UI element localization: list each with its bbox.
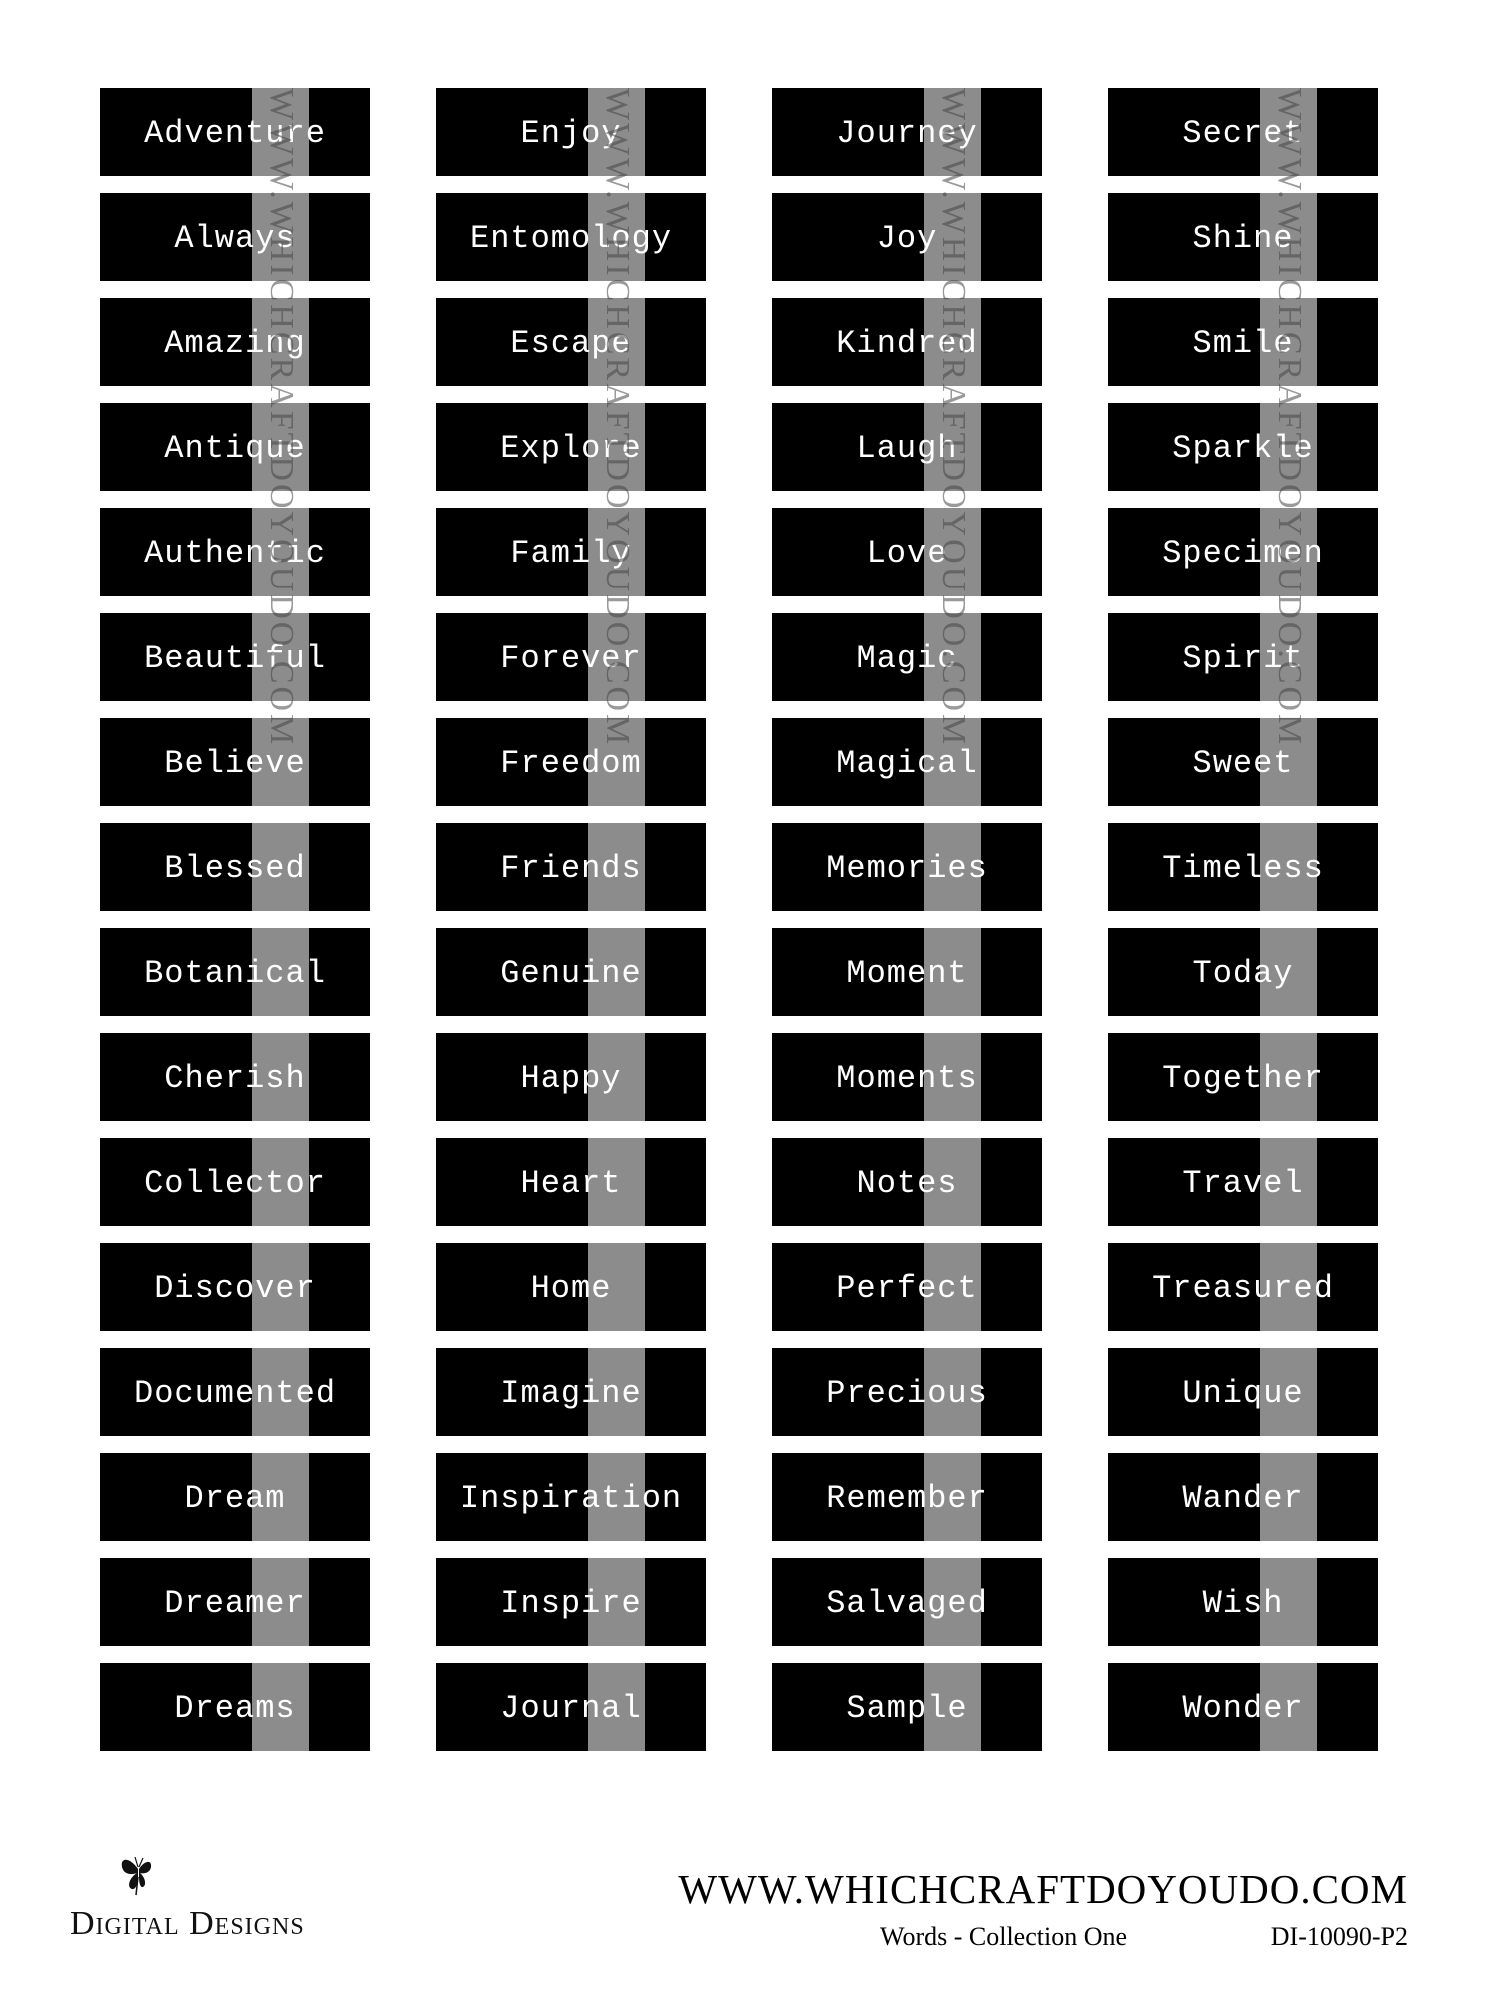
word-label-text: Treasured <box>1152 1269 1334 1307</box>
word-label <box>436 928 706 1016</box>
word-label-text: Authentic <box>144 534 326 572</box>
watermark-text: WWW.WHICHCRAFTDOYOUDO.COM <box>934 88 972 748</box>
word-label-text: Salvaged <box>826 1584 988 1622</box>
word-label-text: Moment <box>846 954 968 992</box>
word-label-text: Always <box>174 219 296 257</box>
word-label <box>1108 718 1378 806</box>
word-label-text: Family <box>510 534 632 572</box>
word-label-text: Joy <box>876 219 938 257</box>
word-label <box>1108 823 1378 911</box>
word-label-text: Cherish <box>164 1059 306 1097</box>
word-label <box>1108 1348 1378 1436</box>
word-label-text: Freedom <box>500 744 642 782</box>
word-label-text: Remember <box>826 1479 988 1517</box>
word-label-text: Smile <box>1192 324 1294 362</box>
word-label <box>436 193 706 281</box>
watermark-text: WWW.WHICHCRAFTDOYOUDO.COM <box>598 88 636 748</box>
word-label-text: Timeless <box>1162 849 1324 887</box>
word-label-text: Wonder <box>1182 1689 1304 1727</box>
word-label-text: Collector <box>144 1164 326 1202</box>
word-label <box>772 613 1042 701</box>
word-label-text: Home <box>530 1269 612 1307</box>
word-label <box>772 1243 1042 1331</box>
word-label-text: Inspire <box>500 1584 642 1622</box>
word-label <box>436 718 706 806</box>
word-label <box>1108 298 1378 386</box>
word-label-text: Antique <box>164 429 306 467</box>
word-label-text: Magic <box>856 639 958 677</box>
word-label-text: Discover <box>154 1269 316 1307</box>
word-label-text: Sample <box>846 1689 968 1727</box>
word-label-text: Explore <box>500 429 642 467</box>
word-label <box>100 1138 370 1226</box>
word-label <box>100 718 370 806</box>
word-label <box>436 1663 706 1751</box>
butterfly-icon <box>118 1855 158 1897</box>
word-label <box>1108 613 1378 701</box>
word-label-text: Escape <box>510 324 632 362</box>
word-label <box>1108 1033 1378 1121</box>
word-label <box>772 403 1042 491</box>
word-label-text: Magical <box>836 744 978 782</box>
word-label-text: Enjoy <box>520 114 622 152</box>
word-label <box>100 823 370 911</box>
word-label-text: Forever <box>500 639 642 677</box>
word-label-text: Imagine <box>500 1374 642 1412</box>
word-label <box>100 1453 370 1541</box>
word-label <box>436 508 706 596</box>
word-label <box>100 1663 370 1751</box>
word-label <box>436 88 706 176</box>
word-label <box>1108 1243 1378 1331</box>
word-label-text: Botanical <box>144 954 326 992</box>
word-label-text: Sweet <box>1192 744 1294 782</box>
word-label-text: Inspiration <box>459 1479 683 1517</box>
word-label <box>772 1033 1042 1121</box>
word-label-text: Perfect <box>836 1269 978 1307</box>
word-label <box>100 928 370 1016</box>
word-label <box>100 508 370 596</box>
word-label <box>100 88 370 176</box>
word-label-text: Spirit <box>1182 639 1304 677</box>
footer-product-code: DI-10090-P2 <box>1270 1922 1408 1951</box>
word-label <box>772 1663 1042 1751</box>
word-label-text: Dreamer <box>164 1584 306 1622</box>
word-label <box>1108 1138 1378 1226</box>
word-label <box>436 613 706 701</box>
word-label <box>436 298 706 386</box>
word-label-text: Precious <box>826 1374 988 1412</box>
word-label-text: Memories <box>826 849 988 887</box>
word-label-text: Sparkle <box>1172 429 1314 467</box>
word-label <box>100 403 370 491</box>
word-label <box>772 1558 1042 1646</box>
word-label <box>1108 88 1378 176</box>
word-label-text: Kindred <box>836 324 978 362</box>
word-label <box>1108 1558 1378 1646</box>
word-label-text: Dream <box>184 1479 286 1517</box>
word-label-text: Journey <box>836 114 978 152</box>
word-label <box>100 1033 370 1121</box>
word-label <box>772 88 1042 176</box>
word-label <box>772 823 1042 911</box>
word-label-text: Adventure <box>144 114 326 152</box>
word-label-text: Heart <box>520 1164 622 1202</box>
word-label <box>100 1243 370 1331</box>
brand-name: Digital Designs <box>70 1905 305 1942</box>
word-label-text: Wish <box>1202 1584 1284 1622</box>
word-label-text: Wander <box>1182 1479 1304 1517</box>
word-label-text: Secret <box>1182 114 1304 152</box>
word-label-text: Specimen <box>1162 534 1324 572</box>
word-label-text: Amazing <box>164 324 306 362</box>
word-label-text: Entomology <box>469 219 673 257</box>
word-label <box>436 823 706 911</box>
word-label <box>100 298 370 386</box>
word-label <box>436 1558 706 1646</box>
word-label-text: Shine <box>1192 219 1294 257</box>
watermark-text: WWW.WHICHCRAFTDOYOUDO.COM <box>262 88 300 748</box>
word-label-text: Unique <box>1182 1374 1304 1412</box>
word-label-text: Laugh <box>856 429 958 467</box>
word-label <box>1108 928 1378 1016</box>
word-label-text: Beautiful <box>144 639 326 677</box>
word-label <box>1108 508 1378 596</box>
word-label-grid <box>100 88 1378 1751</box>
footer-url: WWW.WHICHCRAFTDOYOUDO.COM <box>678 1866 1408 1912</box>
word-label <box>772 928 1042 1016</box>
word-label <box>772 718 1042 806</box>
word-label-text: Blessed <box>164 849 306 887</box>
word-label <box>436 1138 706 1226</box>
word-label-text: Travel <box>1182 1164 1304 1202</box>
word-label <box>1108 1453 1378 1541</box>
word-label-text: Moments <box>836 1059 978 1097</box>
word-label <box>436 1348 706 1436</box>
word-label <box>100 613 370 701</box>
word-label-text: Believe <box>164 744 306 782</box>
word-label <box>772 1453 1042 1541</box>
word-label-text: Today <box>1192 954 1294 992</box>
word-label <box>436 1033 706 1121</box>
word-label <box>436 403 706 491</box>
word-label <box>100 1348 370 1436</box>
word-label-text: Dreams <box>174 1689 296 1727</box>
word-label-text: Journal <box>500 1689 642 1727</box>
word-label <box>100 193 370 281</box>
word-label <box>772 298 1042 386</box>
word-label <box>772 193 1042 281</box>
word-label-text: Notes <box>856 1164 958 1202</box>
word-label-text: Documented <box>133 1374 337 1412</box>
word-label <box>1108 403 1378 491</box>
footer-collection-title: Words - Collection One <box>880 1922 1128 1951</box>
word-label <box>772 508 1042 596</box>
word-label-text: Love <box>866 534 948 572</box>
word-label-text: Friends <box>500 849 642 887</box>
word-label <box>436 1453 706 1541</box>
word-label-text: Happy <box>520 1059 622 1097</box>
word-label-text: Together <box>1162 1059 1324 1097</box>
word-label <box>100 1558 370 1646</box>
word-label <box>772 1348 1042 1436</box>
word-label <box>1108 193 1378 281</box>
watermark-text: WWW.WHICHCRAFTDOYOUDO.COM <box>1270 88 1308 748</box>
brand-logo <box>70 1855 430 1955</box>
word-label <box>772 1138 1042 1226</box>
word-label <box>436 1243 706 1331</box>
word-label <box>1108 1663 1378 1751</box>
word-label-text: Genuine <box>500 954 642 992</box>
